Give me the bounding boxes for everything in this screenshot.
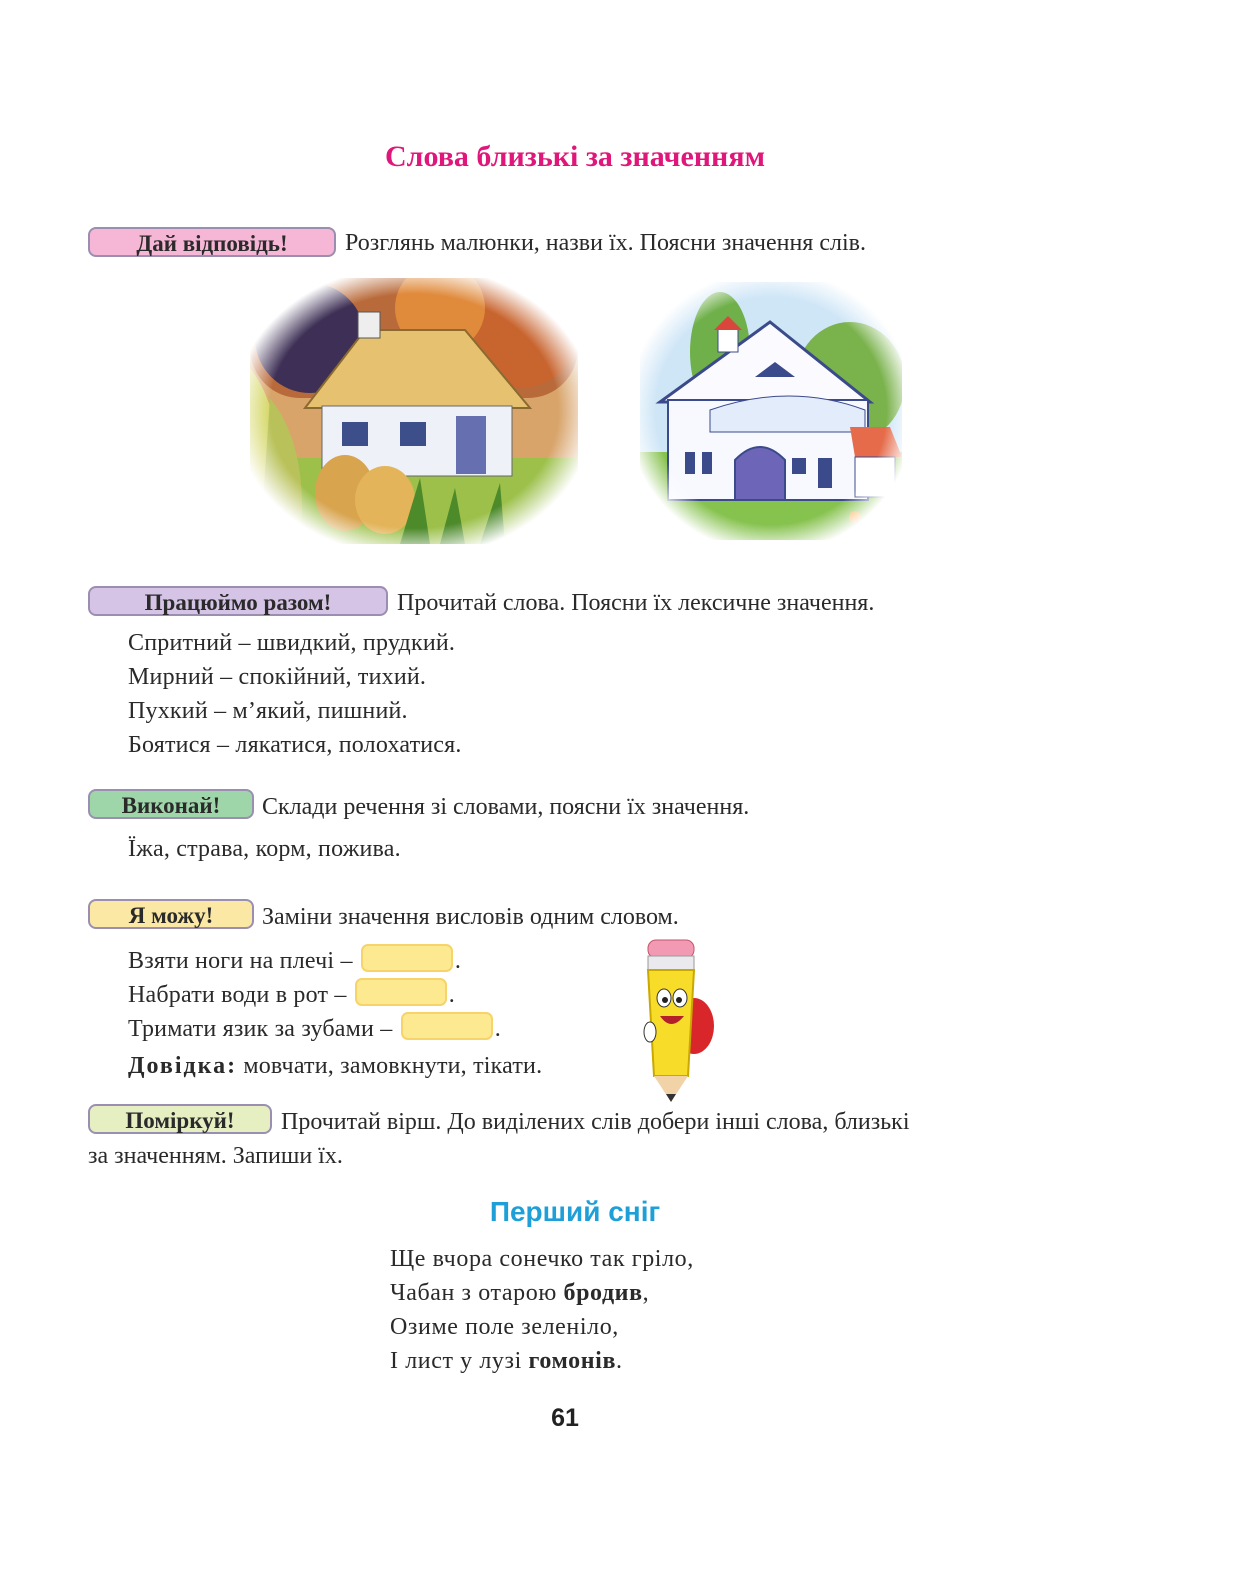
badge-answer: Дай відповідь! [88, 227, 336, 257]
hut-illustration [250, 278, 578, 544]
badge-together: Працюймо разом! [88, 586, 388, 616]
hint-words: мовчати, замовкнути, тікати. [243, 1053, 543, 1079]
idiom-line: Тримати язик за зубами – . [128, 1012, 501, 1043]
pencil-mascot-icon [636, 936, 718, 1106]
poem-line-text: Озиме поле зеленіло, [390, 1314, 619, 1340]
poem-line [390, 1348, 623, 1375]
answer-blank[interactable] [355, 978, 447, 1006]
word-pair-line: Мирний – спокійний, тихий. [128, 664, 427, 690]
page-number: 61 [551, 1404, 579, 1432]
task-think-line1: Прочитай вірш. До виділених слів добери інші слова, близькі [281, 1109, 910, 1135]
word-pair-line: Пухкий – м’який, пишний. [128, 698, 408, 724]
word-list-line: Їжа, страва, корм, пожива. [128, 836, 401, 862]
task-think-line2: за значенням. Запиши їх. [88, 1143, 343, 1169]
task-ican: Заміни значення висловів одним словом. [262, 904, 679, 930]
idiom-text: Взяти ноги на плечі – [128, 948, 353, 974]
task-do: Склади речення зі словами, поясни їх значення. [262, 794, 750, 820]
poem-line-punct: . [616, 1348, 623, 1374]
answer-blank[interactable] [401, 1012, 493, 1040]
word-pair-line: Спритний – швидкий, прудкий. [128, 630, 456, 656]
page-title: Слова близькі за значенням [384, 140, 766, 173]
idiom-line: Набрати води в рот – . [128, 978, 455, 1009]
highlighted-word: бродив [563, 1280, 643, 1306]
poem-line [390, 1280, 649, 1307]
highlighted-word: гомонів [528, 1348, 617, 1374]
badge-think: Поміркуй! [88, 1104, 272, 1134]
poem-title: Перший сніг [489, 1196, 661, 1227]
answer-blank[interactable] [361, 944, 453, 972]
poem-line-punct: , [642, 1280, 650, 1306]
hint-label: Довідка: [128, 1053, 238, 1079]
poem-line-text: Ще вчора сонечко так гріло, [390, 1246, 694, 1272]
word-pair-line: Боятися – лякатися, полохатися. [128, 732, 462, 758]
task-answer: Розглянь малюнки, назви їх. Поясни значення слів. [345, 230, 866, 256]
poem-line-text: І лист у лузі [390, 1348, 529, 1374]
poem-line-text: Чабан з отарою [390, 1280, 564, 1306]
idiom-text: Тримати язик за зубами – [128, 1016, 393, 1042]
poem-line [390, 1246, 694, 1273]
hint-line [128, 1053, 542, 1080]
badge-do: Виконай! [88, 789, 254, 819]
idiom-text: Набрати води в рот – [128, 982, 347, 1008]
poem-line [390, 1314, 619, 1341]
task-together: Прочитай слова. Поясни їх лексичне значення. [397, 590, 875, 616]
idiom-line: Взяти ноги на плечі – . [128, 944, 461, 975]
house-illustration [640, 282, 902, 540]
badge-ican: Я можу! [88, 899, 254, 929]
